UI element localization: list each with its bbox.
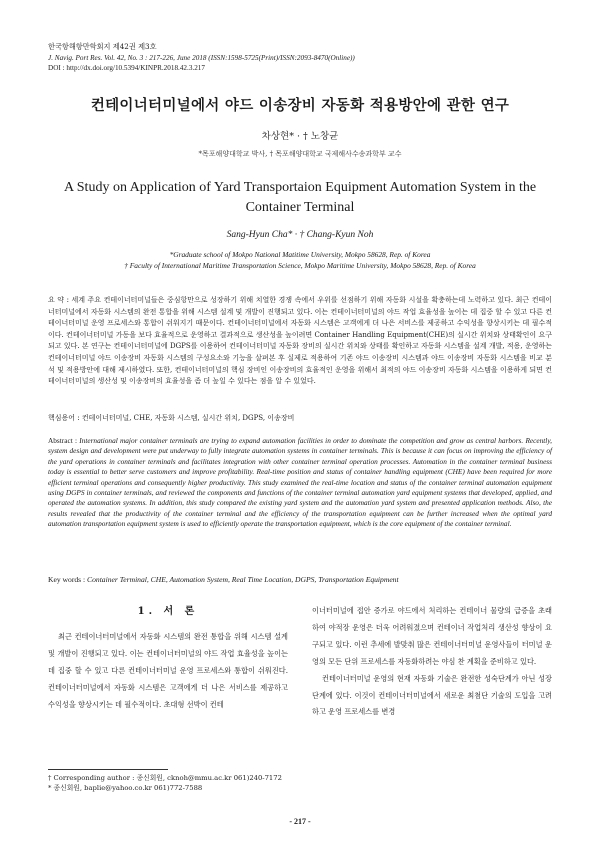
affiliation-korean: *목포해양대학교 박사, † 목포해양대학교 국제해사수송과학부 교수 <box>198 150 402 158</box>
footnotes <box>48 773 282 793</box>
footnote-corresponding: † Corresponding author : 종신회원, cknoh@mmu.ac.kr 061)240-7172 <box>48 774 282 782</box>
affiliation-english-2: † Faculty of International Maritime Transportation Science, Mokpo Maritime University, Mokpo 58628, Rep. of Korea <box>124 260 476 270</box>
journal-citation: J. Navig. Port Res. Vol. 42, No. 3 : 217-226, June 2018 (ISSN:1598-5725(Print)/ISSN:2093-8470(Online)) <box>48 53 355 62</box>
authors-korean: 차상현* · † 노창균 <box>261 131 339 142</box>
body-column-left <box>48 603 288 714</box>
keywords-english <box>48 575 552 584</box>
body-paragraph: 최근 컨테이너터미널에서 자동화 시스템의 완전 통합을 위해 시스템 설계 및 개발이 진행되고 있다. 이는 컨테이너터미널의 야드 작업 효율성을 높이는 데 집중 할 수 있고 다른 컨테이너터미널 운영 프로세스와 통합이 쉬워진다. 컨테이너터미널에서 자동화 시스템은 고객에게 더 나은 서비스를 제공하고 수익성을 향상시키는 데 필수적이다. 초대형 선박이 컨테 <box>48 632 288 709</box>
affiliation-english <box>0 250 600 271</box>
journal-name-ko: 한국항해항만학회지 제42권 제3호 <box>48 42 157 51</box>
abstract-english-text: International major container terminals are trying to expand automation facilities in order to dominate the competition and grow as central harbors. Recently, system design and development were put underway to fully integrate automation systems in container terminals. This is because it can focus on improving the efficiency of the yard operations in container terminals and facilitates integration with other container terminal operation processes. Automation in the container terminal business today is essential to better serve customers and improve profitability. Real-time position and status of container handling equipment (CHE) have been required for more efficient terminal operations and consequently higher productivity. This study examined the real-time location and status of the container terminal automation equipment using DGPS in container terminals, and reviewed the components and functions of the container terminal automation yard equipment systems that developed, applied, and operated the automation systems. In addition, this study compared the existing yard system and the automation yard system and presented application methods. Also, the results revealed that the productivity of the container terminal and the efficiency of the transportation equipment can be further increased when the optimal yard automation transportation equipment system is used to efficiently operate the transportation equipment, which is the core equipment of the container terminal. <box>48 436 552 529</box>
body-paragraph: 컨테이너터미널 운영의 현재 자동화 기술은 완전한 성숙단계가 아닌 성장 단계에 있다. 이것이 컨테이너터미널에서 새로운 최첨단 기술의 도입을 고려하고 운영 프로세스를 변경 <box>312 673 552 717</box>
footnote-divider <box>48 769 168 770</box>
keywords-korean: 핵심용어 : 컨테이너터미널, CHE, 자동화 시스템, 실시간 위치, DGPS, 이송장비 <box>48 414 295 422</box>
affiliation-english-1: *Graduate school of Mokpo National Matitime University, Mokpo 58628, Rep. of Korea <box>169 250 431 259</box>
keywords-english-text: Container Terminal, CHE, Automation System, Real Time Location, DGPS, Transportation Equipment <box>87 575 399 584</box>
abstract-korean: 요 약 : 세계 주요 컨테이너터미널들은 중심항만으로 성장하기 위해 치열한 경쟁 속에서 우위를 선점하기 위해 자동화 시설을 확충하는데 노력하고 있다. 최근 컨테이너터미널에서 자동화 시스템의 완전 통합을 위해 시스템 설계 및 개발이 진행되고 있다. 이는 컨테이너터미널의 야드 작업 효율성을 높이는 데 집중 할 수 있고 다른 컨테이너터미널 운영 프로세스와 통합이 쉬워지기 때문이다. 컨테이너터미널에서 자동화 시스템은 고객에게 더 나은 서비스를 제공하고 수익성을 향상시키는 데 필수적이다. 컨테이너터미널 가동을 보다 효율적으로 운영하고 결과적으로 생산성을 높이려면 Container Handling Equipment(CHE)의 실시간 위치와 상태확인이 요구되고 있다. 본 연구는 컨테이너터미널에 DGPS를 이용하여 컨테이너터미널 자동화 장비의 실시간 위치와 상태를 확인하고 자동화 시스템을 설계 개발, 적용, 운영하는 컨테이너터미널 야드 이송장비 자동화 시스템의 구성요소와 기능을 살펴본 후 실제로 적용하여 기존 야드 이송장비 시스템과 야드 이송장비 자동화 시스템을 비교 분석 및 적용방안에 대해 제시하였다. 또한, 컨테이너터미널의 핵심 장비인 이송장비의 효율적인 운영을 위해서 최적의 야드 이송장비 자동화 시스템을 이용하게 되면 컨테이너터미널의 생산성 및 이송장비의 효율성을 좀 더 높일 수 있다는 점을 알 수 있었다. <box>48 296 552 386</box>
abstract-label: Abstract : <box>48 436 77 445</box>
page-number: - 217 - <box>289 817 311 826</box>
title-korean: 컨테이너터미널에서 야드 이송장비 자동화 적용방안에 관한 연구 <box>90 97 510 114</box>
doi-link[interactable]: DOI : http://dx.doi.org/10.5394/KINPR.2018.42.3.217 <box>48 64 205 73</box>
abstract-english <box>48 436 552 530</box>
body-column-right <box>312 603 552 721</box>
authors-english: Sang-Hyun Cha* · † Chang-Kyun Noh <box>226 230 374 240</box>
section-heading-introduction: 1. 서 론 <box>137 606 199 617</box>
title-english: A Study on Application of Yard Transportaion Equipment Automation System in the Container Terminal <box>63 180 537 215</box>
footnote-coauthor: * 종신회원, baplie@yahoo.co.kr 061)772-7588 <box>48 784 203 792</box>
journal-header <box>48 42 355 74</box>
keywords-label: Key words : <box>48 575 86 584</box>
body-paragraph: 이너터미널에 접안 증가로 야드에서 처리하는 컨테이너 물량의 급증을 초래하여 야적장 운영은 더욱 어려워졌으며 컨테이너 작업처리 생산성 향상이 요구되고 있다. 이런 추세에 발맞춰 많은 컨테이너터미널 운영사들이 터미널 운영의 모든 단위 프로세스를 자동화하려는 야심 찬 계획을 준비하고 있다. <box>312 606 552 666</box>
